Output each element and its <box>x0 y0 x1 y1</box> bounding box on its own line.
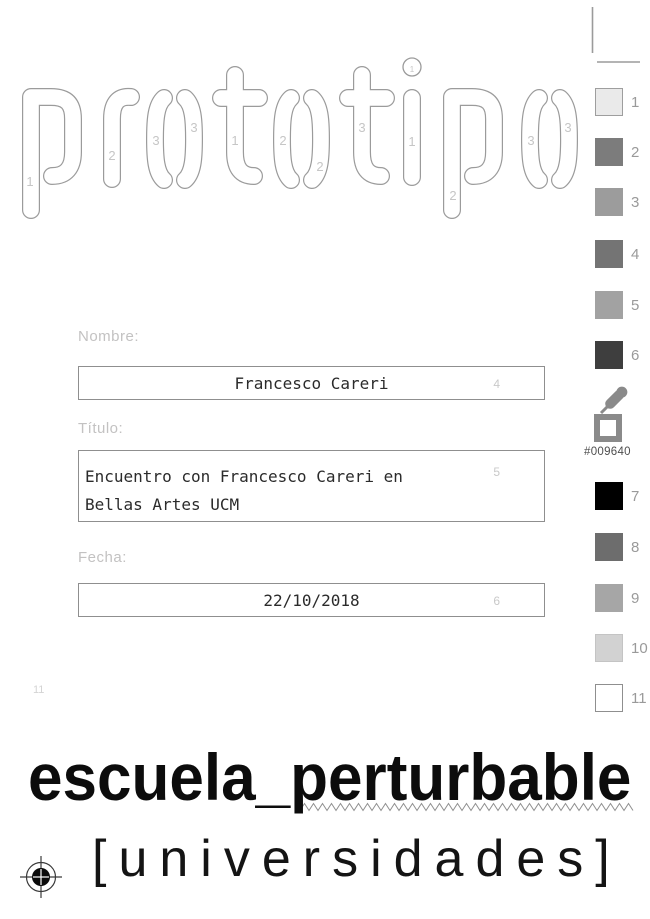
titulo-value-line1: Encuentro con Francesco Careri en <box>85 467 403 486</box>
swatch-color-5 <box>595 291 623 319</box>
crop-mark <box>593 7 641 62</box>
logo-color-number: 3 <box>190 120 198 135</box>
swatch-color-10 <box>595 634 623 662</box>
swatch-number: 11 <box>631 690 647 707</box>
titulo-value-line2: Bellas Artes UCM <box>85 494 240 514</box>
nombre-input[interactable] <box>78 366 545 400</box>
field-ref-number: 5 <box>493 465 500 479</box>
swatch-color-7 <box>595 482 623 510</box>
field-ref-number: 4 <box>493 377 500 391</box>
swatch-number: 9 <box>631 590 640 607</box>
swatch-number: 10 <box>631 640 648 657</box>
eyedropper-icon <box>597 384 630 439</box>
swatch-color-9 <box>595 584 623 612</box>
titulo-label: Título: <box>78 420 124 437</box>
swatch-color-11 <box>595 684 623 712</box>
swatch-color-2 <box>595 138 623 166</box>
logo-color-number: 3 <box>527 133 535 148</box>
titulo-input[interactable] <box>78 450 545 522</box>
swatch-color-1 <box>595 88 623 116</box>
swatch-number: 8 <box>631 539 640 556</box>
nombre-value: Francesco Careri <box>234 373 389 393</box>
swatch-color-4 <box>595 240 623 268</box>
fecha-label: Fecha: <box>78 549 127 566</box>
field-ref-number: 6 <box>493 594 500 608</box>
fecha-input[interactable] <box>78 583 545 617</box>
logo-color-number: 1 <box>409 65 415 74</box>
swatch-number: 3 <box>631 194 640 211</box>
swatch-color-6 <box>595 341 623 369</box>
swatch-number: 1 <box>631 94 640 111</box>
logo-color-number: 2 <box>316 159 324 174</box>
registration-mark-icon <box>20 856 62 898</box>
footer-subtitle: [universidades] <box>92 830 622 888</box>
swatch-number: 5 <box>631 297 640 314</box>
swatch-number: 4 <box>631 246 640 263</box>
swatch-number: 2 <box>631 144 640 161</box>
logo-color-number: 2 <box>449 188 457 203</box>
logo-color-number: 3 <box>564 120 572 135</box>
swatch-color-8 <box>595 533 623 561</box>
swatch-color-3 <box>595 188 623 216</box>
ghost-page-number: 11 <box>33 684 45 696</box>
swatch-number: 7 <box>631 488 640 505</box>
footer-title: escuela_perturbable <box>28 740 632 814</box>
logo-color-number: 3 <box>358 120 366 135</box>
logo-color-number: 1 <box>26 174 34 189</box>
swatch-number: 6 <box>631 347 640 364</box>
logo-color-number: 1 <box>408 134 416 149</box>
logo-color-number: 2 <box>279 133 287 148</box>
picker-hex-label: #009640 <box>584 446 631 458</box>
fecha-value: 22/10/2018 <box>263 590 360 610</box>
logo-color-number: 1 <box>231 133 239 148</box>
logo-color-number: 3 <box>152 133 160 148</box>
logo-color-number: 2 <box>108 148 116 163</box>
nombre-label: Nombre: <box>78 328 140 345</box>
